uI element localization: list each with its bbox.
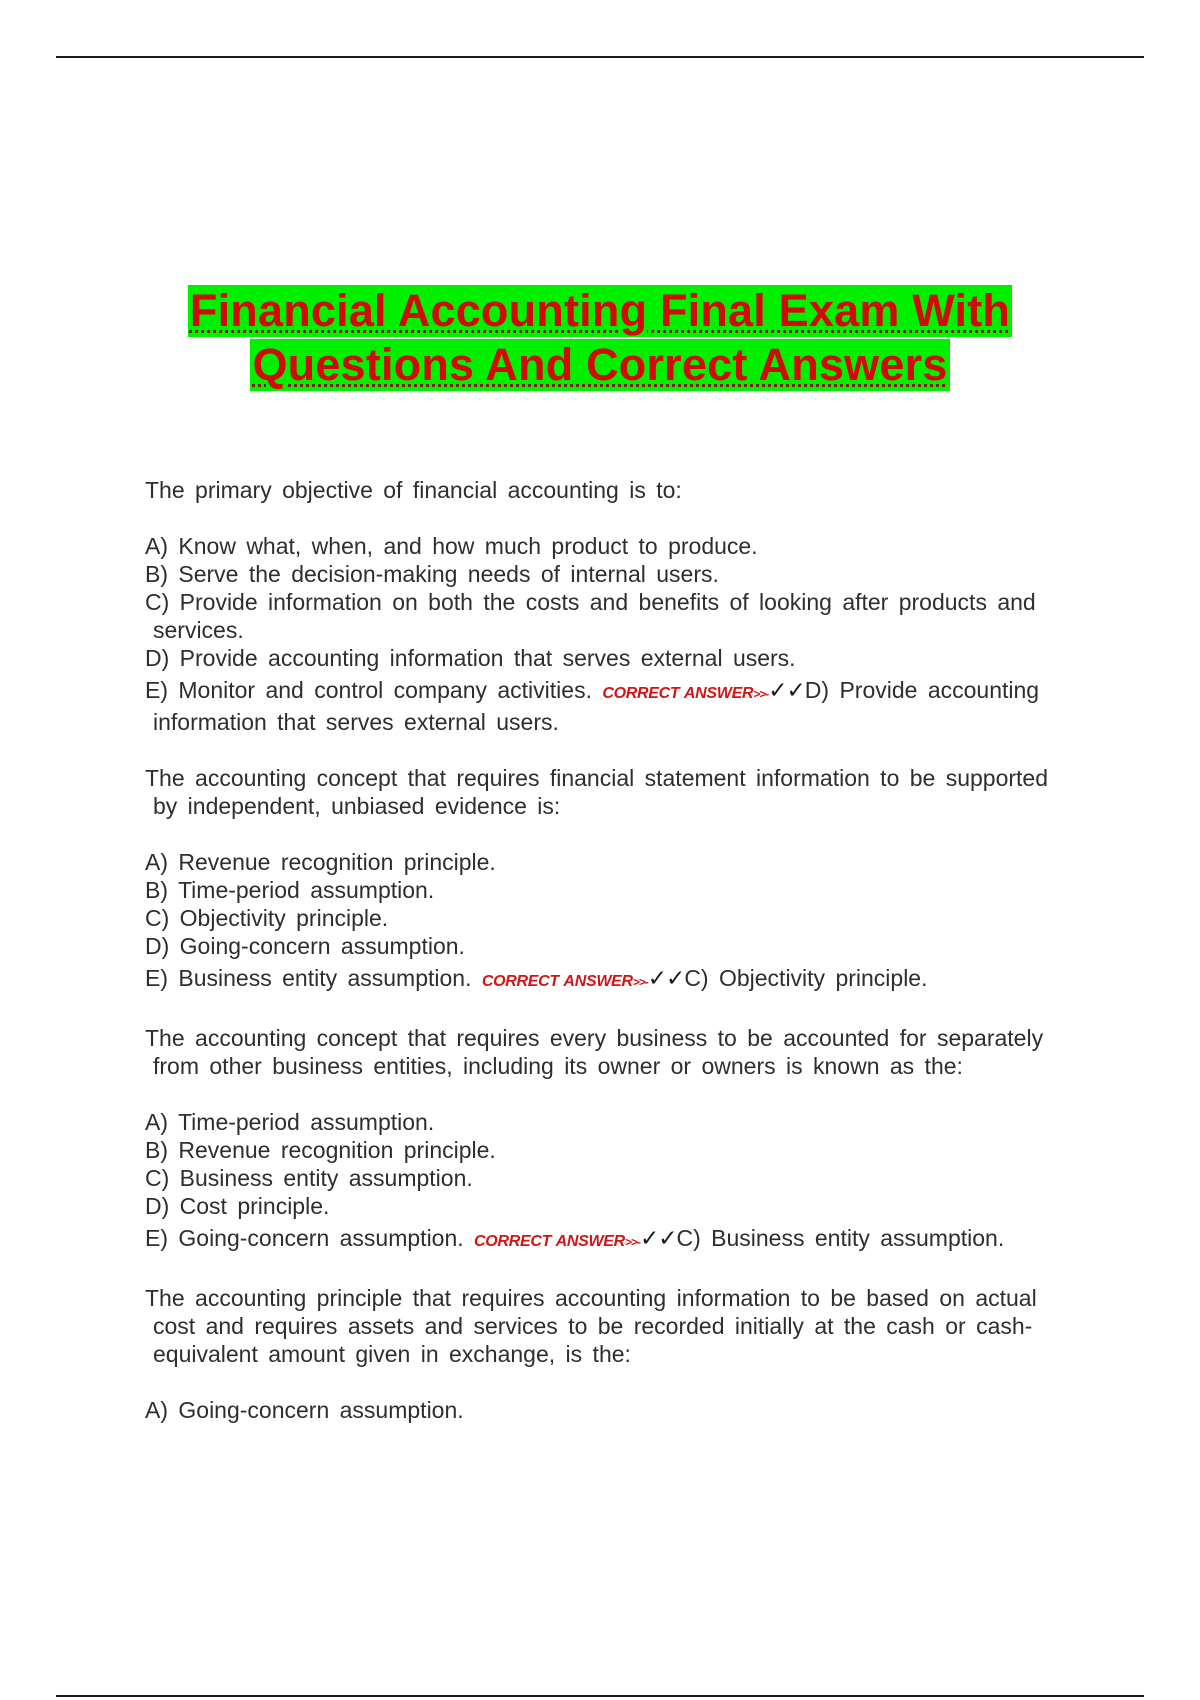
option-list [145, 1396, 1075, 1424]
header-rule [56, 56, 1144, 58]
question-stem: The accounting principle that requires accounting information to be based on actual cost and requires assets and services to be recorded initially at the cash or cash-equivalent amount given in exchange, is the: [145, 1285, 1037, 1367]
option-d: D) Cost principle. [145, 1193, 330, 1219]
document-title [0, 285, 1200, 391]
arrow-glyph: >>- [632, 975, 648, 989]
arrow-glyph: >>- [624, 1235, 640, 1249]
option-list [145, 532, 1075, 736]
title-line-2: Questions And Correct Answers [252, 339, 948, 390]
option-a: A) Going-concern assumption. [145, 1397, 464, 1423]
question-list [145, 476, 1075, 1452]
option-a: A) Revenue recognition principle. [145, 849, 496, 875]
option-list [145, 848, 1075, 996]
option-e: E) Monitor and control company activities. [145, 677, 592, 703]
option-b: B) Revenue recognition principle. [145, 1137, 496, 1163]
checkmark-icon: ✓✓ [639, 1225, 677, 1251]
option-a: A) Know what, when, and how much product to produce. [145, 533, 758, 559]
correct-answer-label: CORRECT ANSWER [481, 973, 633, 990]
option-e: E) Going-concern assumption. [145, 1225, 464, 1251]
option-list [145, 1108, 1075, 1256]
arrow-glyph: >>- [753, 687, 769, 701]
option-e-with-answer [145, 676, 1075, 736]
option-d: D) Going-concern assumption. [145, 933, 465, 959]
question-stem: The primary objective of financial accounting is to: [145, 477, 682, 503]
option-b: B) Serve the decision-making needs of internal users. [145, 561, 719, 587]
option-a: A) Time-period assumption. [145, 1109, 435, 1135]
title-line-1: Financial Accounting Final Exam With [189, 285, 1011, 336]
footer-rule [56, 1695, 1144, 1697]
option-c: C) Provide information on both the costs and benefits of looking after products and services. [145, 589, 1036, 643]
option-d: D) Provide accounting information that serves external users. [145, 645, 796, 671]
correct-answer-text: D) Provide accounting information that serves external users. [153, 677, 1040, 735]
option-c: C) Business entity assumption. [145, 1165, 473, 1191]
option-e-with-answer [145, 1224, 1075, 1256]
question-stem: The accounting concept that requires financial statement information to be supported by independent, unbiased evidence is: [145, 765, 1049, 819]
option-c: C) Objectivity principle. [145, 905, 389, 931]
correct-answer-text: C) Objectivity principle. [684, 965, 928, 991]
question-4 [145, 1284, 1075, 1424]
checkmark-icon: ✓✓ [647, 965, 685, 991]
correct-answer-text: C) Business entity assumption. [676, 1225, 1005, 1251]
question-1 [145, 476, 1075, 736]
correct-answer-label: CORRECT ANSWER [602, 685, 754, 702]
question-2 [145, 764, 1075, 996]
option-e: E) Business entity assumption. [145, 965, 472, 991]
option-b: B) Time-period assumption. [145, 877, 435, 903]
question-stem: The accounting concept that requires every business to be accounted for separately from other business entities, including its owner or owners is known as the: [145, 1025, 1044, 1079]
question-3 [145, 1024, 1075, 1256]
checkmark-icon: ✓✓ [768, 677, 805, 703]
correct-answer-label: CORRECT ANSWER [474, 1233, 625, 1250]
option-e-with-answer [145, 964, 1075, 996]
